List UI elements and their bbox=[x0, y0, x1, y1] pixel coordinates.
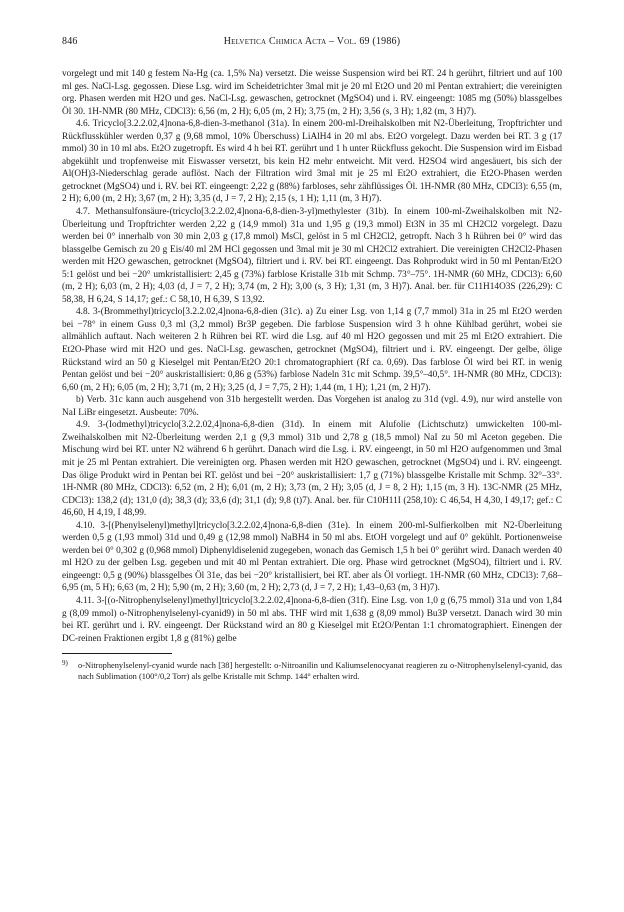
journal-title: Helvetica Chimica Acta – Vol. 69 (1986) bbox=[223, 36, 401, 47]
paragraph-4-10: 4.10. 3-[(Phenylselenyl)methyl]tricyclo[3.2.2.02,4]nona-6,8-dien (31e). In einem 200-ml-Sulfierkolben mit N2-Überleitung werden 0,5 g (1,93 mmol) 31d und 0,49 g (12,98 mmol) NaBH4 in 50 ml abs. EtOH vorgelegt und auf 0° gekühlt. Portionenweise werden bei 0° 0,302 g (0,968 mmol) Diphenyldiselenid zugegeben, wonach das Gemisch 1,5 h bei 0° gerührt wird. Danach werden 40 ml H2O zu der gelben Lsg. gegeben und mit 40 ml Pentan extrahiert. Die org. Phase wird getrocknet (MgSO4), filtriert und i. RV. eingeengt: 0,5 g (90%) blassgelbes Öl 31e, das bei −20° kristallisiert, bei RT. aber als Öl vorliegt. 1H-NMR (60 MHz, CDCl3): 7,68–6,95 (m, 5 H); 6,63 (m, 2 H); 5,90 (m, 2 H); 3,60 (m, 2 H); 2,73 (d, J = 7, 2 H); 1,43–0,63 (m, 3 H)7). bbox=[62, 520, 562, 594]
paragraph-4-11: 4.11. 3-[(o-Nitrophenylselenyl)methyl]tricyclo[3.2.2.02,4]nona-6,8-dien (31f). Eine Lsg. von 1,0 g (6,75 mmol) 31a und von 1,84 g (8,09 mmol) o-Nitrophenylselenyl-cyanid9) in 50 ml abs. THF wird mit 1,638 g (8,09 mmol) Bu3P versetzt. Danach wird 30 min bei RT. gerührt und i. RV. eingeengt. Der Rückstand wird an 80 g Kieselgel mit Et2O/Pentan 1:1 chromatographiert. Einengen der DC-reinen Fraktionen ergibt 1,8 g (81%) gelbe bbox=[62, 595, 562, 644]
footnote-divider bbox=[62, 653, 172, 654]
footnote-mark: 9) bbox=[62, 659, 68, 668]
paragraph-4-8-b: b) Verb. 31c kann auch ausgehend von 31b hergestellt werden. Das Vorgehen ist analog zu 31d (vgl. 4.9), nur wird anstelle von NaI LiBr eingesetzt. Ausbeute: 70%. bbox=[62, 395, 562, 418]
article-body bbox=[62, 68, 562, 645]
page-number: 846 bbox=[62, 36, 78, 47]
paragraph-4-7: 4.7. Methansulfonsäure-(tricyclo[3.2.2.02,4]nona-6,8-dien-3-yl)methylester (31b). In einem 100-ml-Zweihalskolben mit N2-Überleitung und Tropftrichter werden 2,22 g (14,9 mmol) 31a und 1,95 g (19,3 mmol) Et3N in 35 ml CH2Cl2 vorgelegt. Dazu werden bei 0° innerhalb von 30 min 2,03 g (17,8 mmol) MsCl, gelöst in 5 ml CH2Cl2, getropft. Nach 3 h Rühren bei 0° wird das blassgelbe Gemisch zu 20 g Eis/40 ml 2M HCl gegossen und 3mal mit je 30 ml CH2Cl2 extrahiert. Die vereinigten CH2Cl2-Phasen werden mit H2O gewaschen, getrocknet (MgSO4), filtriert und i. RV. bei RT. eingeengt. Das Rohprodukt wird in 50 ml Pentan/Et2O 5:1 gelöst und bei −20° umkristallisiert: 2,45 g (73%) farblose Kristalle 31b mit Schmp. 73°–75°. 1H-NMR (60 MHz, CDCl3): 6,60 (m, 2 H); 6,03 (m, 2 H); 4,03 (d, J = 7, 2 H); 3,74 (m, 2 H); 3,00 (s, 3 H); 1,31 (m, 3 H)7). Anal. ber. für C11H14O3S (226,29): C 58,38, H 6,24, S 14,17; gef.: C 58,10, H 6,39, S 13,92. bbox=[62, 207, 562, 305]
paragraph-4-8: 4.8. 3-(Brommethyl)tricyclo[3.2.2.02,4]nona-6,8-dien (31c). a) Zu einer Lsg. von 1,14 g (7,7 mmol) 31a in 25 ml Et2O werden bei −78° in einem Guss 0,3 ml (3,2 mmol) Br3P gegeben. Die farblose Suspension wird 3 h ohne Kühlbad gerührt, wobei sie allmählich auftaut. Nach weiteren 2 h Rühren bei RT. wird die Lsg. auf 40 ml H2O gegossen und mit 25 ml Et2O extrahiert. Die Et2O-Phase wird mit H2O und ges. NaCl-Lsg. gewaschen, getrocknet (MgSO4), filtriert und i. RV. eingeengt. Der gelbe, ölige Rückstand wird an 50 g Kieselgel mit Pentan/Et2O 20:1 chromatographiert (Rf ca. 0,69). Das farblose Öl wird bei RT. in wenig Pentan gelöst und bei −20° auskristallisiert: 0,86 g (53%) farblose Nadeln 31c mit Schmp. 39,5°–40,5°. 1H-NMR (80 MHz, CDCl3): 6,60 (m, 2 H); 6,05 (m, 2 H); 3,71 (m, 2 H); 3,25 (d, J = 7,75, 2 H); 1,44 (m, 1 H); 1,21 (m, 2 H)7). bbox=[62, 307, 562, 393]
footnote bbox=[62, 660, 562, 682]
footnote-text: o-Nitrophenylselenyl-cyanid wurde nach [38] hergestellt: o-Nitroanilin und Kaliumselenocyanat reagieren zu o-Nitrophenylselenyl-cyanid, das nach Sublimation (100°/0,2 Torr) als gelbe Kristalle mit Schmp. 144° erhalten wird. bbox=[78, 661, 562, 682]
paragraph-continuation: vorgelegt und mit 140 g festem Na-Hg (ca. 1,5% Na) versetzt. Die weisse Suspension wird bei RT. 24 h gerührt, filtriert und auf 100 ml ges. NaCl-Lsg. gegossen. Diese Lsg. wird im Scheidetrichter 3mal mit je 20 ml Et2O und 20 ml Pentan extrahiert; die vereinigten org. Phasen werden mit H2O und ges. NaCl-Lsg. gewaschen, getrocknet (MgSO4) und i. RV. eingeengt: 1085 mg (50%) blassgelbes Öl 30. 1H-NMR (80 MHz, CDCl3): 6,56 (m, 2 H); 6,05 (m, 2 H); 3,75 (m, 2 H); 3,56 (s, 3 H); 1,82 (m, 3 H)7). bbox=[62, 69, 562, 117]
running-header bbox=[62, 36, 562, 50]
paragraph-4-6: 4.6. Tricyclo[3.2.2.02,4]nona-6,8-dien-3-methanol (31a). In einem 200-ml-Dreihalskolben mit N2-Überleitung, Tropftrichter und Rückflusskühler werden 0,37 g (9,68 mmol, 10% Überschuss) LiAlH4 in 20 ml abs. Et2O vorgelegt. Dazu werden bei RT. 3 g (17 mmol) 30 in 10 ml abs. Et2O zugetropft. Es wird 4 h bei RT. gerührt und 1 h unter Rückfluss gekocht. Die Suspension wird im Eisbad abgekühlt und tropfenweise mit Eiswasser versetzt, bis kein H2 mehr entweicht. Mit verd. H2SO4 wird angesäuert, bis sich der Al(OH)3-Niederschlag gerade auflöst. Nach der Filtration wird 3mal mit je 25 ml Et2O extrahiert, die Et2O-Phasen werden getrocknet (MgSO4) und i. RV. bei RT. eingeengt: 2,22 g (88%) farbloses, sehr zähflüssiges Öl. 1H-NMR (80 MHz, CDCl3): 6,55 (m, 2 H); 6,00 (m, 2 H); 3,67 (m, 2 H); 3,35 (d, J = 7, 2 H); 2,15 (s, 1 H); 1,11 (m, 3 H)7). bbox=[62, 119, 562, 205]
paragraph-4-9: 4.9. 3-(Iodmethyl)tricyclo[3.2.2.02,4]nona-6,8-dien (31d). In einem mit Alufolie (Lichtschutz) umwickelten 100-ml-Zweihalskolben mit N2-Überleitung werden 2,1 g (9,3 mmol) 31b und 2,78 g (18,5 mmol) NaI zu 50 ml Aceton gegeben. Die Mischung wird bei RT. unter N2 während 6 h gerührt. Danach wird die Lsg. i. RV. eingeengt, in 50 ml H2O aufgenommen und 3mal mit je 25 ml Pentan extrahiert. Die vereinigten org. Phasen werden mit H2O gewaschen, getrocknet (MgSO4) und i. RV. eingeengt. Das ölige Produkt wird in Pentan bei RT. gelöst und bei −20° auskristallisiert: 1,7 g (71%) blassgelbe Kristalle mit Schmp. 32°–33°. 1H-NMR (80 MHz, CDCl3): 6,52 (m, 2 H); 6,01 (m, 2 H); 3,73 (m, 2 H); 3,05 (d, J = 8, 2 H); 1,15 (m, 3 H). 13C-NMR (25 MHz, CDCl3): 138,2 (d); 131,0 (d); 38,3 (d); 33,6 (d); 31,1 (d); 9,8 (t)7). Anal. ber. für C10H11I (258,10): C 46,54, H 4,30, I 49,17; gef.: C 46,60, H 4,19, I 48,99. bbox=[62, 420, 562, 519]
